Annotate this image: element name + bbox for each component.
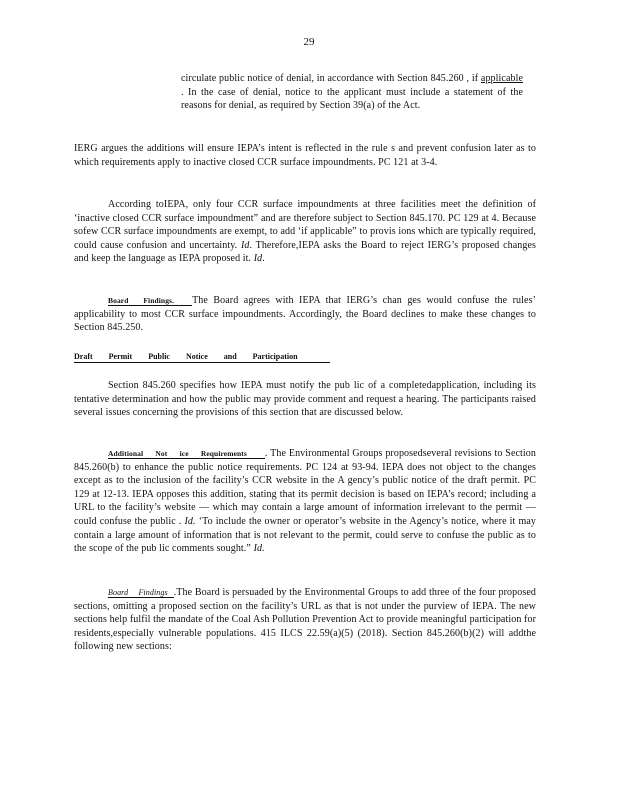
quote-text-before: circulate public notice of denial, in accordance with Section 845.260 , if [181,73,479,84]
runin-heading: Board Findings. [108,296,192,306]
paragraph-text: ‘To include the owner or operator’s website in the Agency’s notice, where it may contain a large amount of information that is not relevant to the permit, could serve to confuse the public as to the scope of the pub lic comments sought.” [74,515,537,555]
paragraph-text: . The Environmental Groups proposedseveral revisions to Section 845.260(b) to enhance the public notice requirements. PC 124 at 93-94. IEPA does not object to the changes except as to the inclusion of the facility’s CCR website in the A gency’s public notice of the draft permit. PC 129 at 12-13. IEPA opposes this addition, stating that its permit decision is based on IEPA’s record; including a URL to the facility’s website — which may contain a large amount of information irrelevant to the permit — could confuse the public . [74,448,536,527]
runin-heading: Board Findings [108,588,174,598]
quote-text-after: . In the case of denial, notice to the applicant must include a statement of the reasons for denial, as required by Section 39(a) of the Act. [181,86,523,112]
citation-id: Id. [184,515,196,527]
paragraph-text: According toIEPA, only four CCR surface impoundments at three facilities meet the definition of ‘inactive closed CCR surface impoundment” and are therefore subject to Section 845.170. PC 129 at 4. Because sofew CCR surface impoundments are exempt, to add ‘if applicable” to provis ions which are typically required, could cause confusion and uncertainty. [74,199,536,251]
paragraph-text: . Therefore,IEPA asks the Board to reject IERG’s proposed changes and keep the language as IEPA proposed it. [74,239,536,265]
paragraph-additional-notice [74,447,536,556]
citation-id: Id [240,239,250,251]
paragraph-text: The Board agrees with IEPA that IERG’s chan ges would confuse the rules’ applicability to most CCR surface impoundments. Accordingly, the Board declines to make these changes to Section 845.250. [74,295,536,334]
paragraph-text: .The Board is persuaded by the Environmental Groups to add three of the four proposed sections, omitting a proposed section on the facility’s URL as that is not under the purview of IEPA. The new sections help fulfil the mandate of the Coal Ash Pollution Prevention Act to provide meaningful participation for residents,especially vulnerable populations. 415 ILCS 22.59(a)(5) (2018). Section 845.260(b)(2) will addthe following new sections: [74,587,536,653]
section-heading: Draft Permit Public Notice and Participation [74,351,330,363]
citation-id: Id. [253,543,265,555]
page-number: 29 [303,36,315,48]
paragraph-iepa-response [74,198,536,266]
paragraph-text: . [262,253,265,265]
paragraph-board-findings-1 [74,294,536,335]
block-quote [181,72,523,113]
citation-id: Id [253,253,263,265]
runin-heading: Additional Not ice Requirements [108,449,265,459]
paragraph-ierg-argument: IERG argues the additions will ensure IEPA’s intent is reflected in the rule s and prevent confusion later as to which requirements apply to inactive closed CCR surface impoundments. PC 121 at 3-4. [74,143,536,168]
paragraph-board-findings-2 [74,586,536,654]
paragraph-text: Section 845.260 specifies how IEPA must notify the pub lic of a completedapplication, including its tentative determination and how the public may provide comment and request a hearing. The participants raised several issues concerning the provisions of this section that are discussed below. [74,380,536,419]
quote-underlined-word: applicable [480,73,523,84]
paragraph-section-intro [74,379,536,420]
